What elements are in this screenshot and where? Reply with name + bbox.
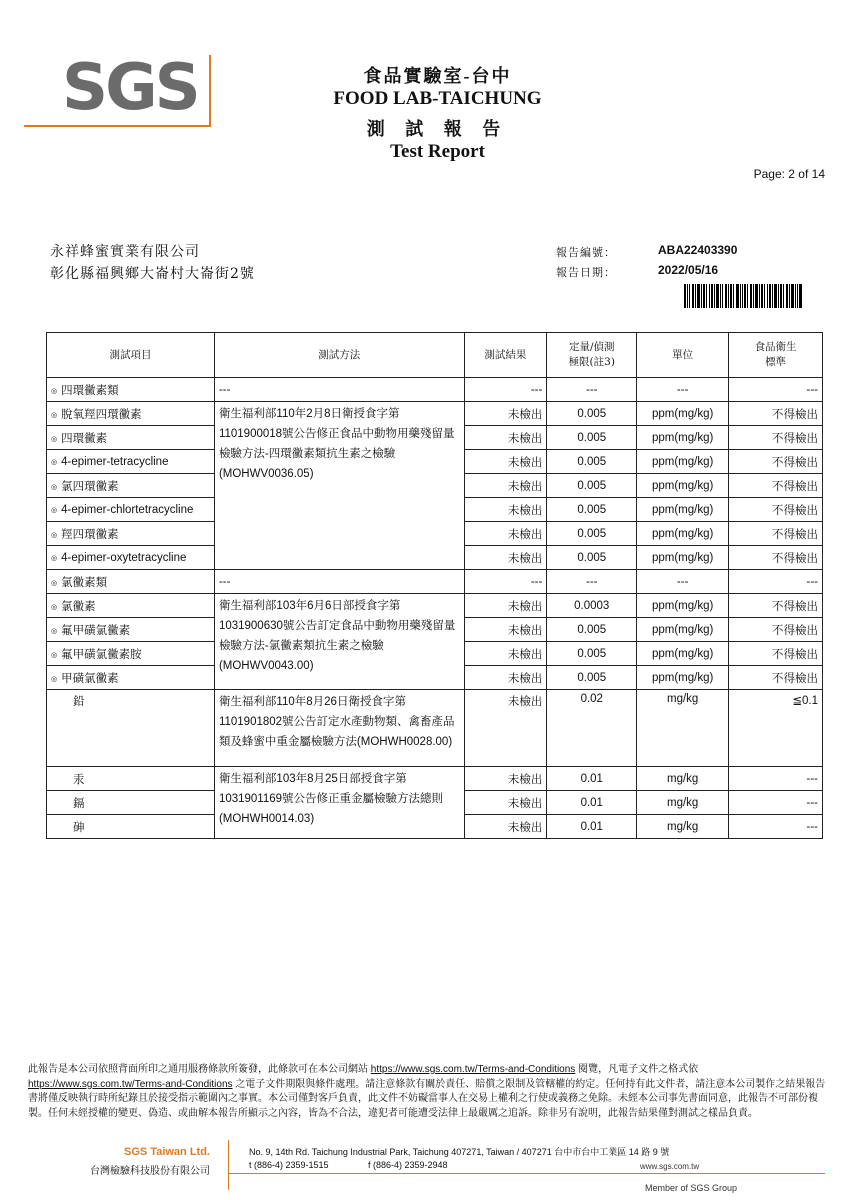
bullet-icon: ◎ — [51, 675, 58, 683]
cell-result: 未檢出 — [464, 450, 547, 474]
cell-unit: ppm(mg/kg) — [637, 666, 729, 690]
bullet-icon: ◎ — [51, 506, 58, 514]
cell-loq: 0.01 — [547, 815, 637, 839]
header-item: 測試項目 — [47, 333, 215, 378]
cell-item — [47, 426, 215, 450]
cell-item-text: 羥四環黴素 — [61, 528, 119, 541]
cell-item — [47, 594, 215, 618]
cell-item — [47, 546, 215, 570]
cell-standard: 不得檢出 — [729, 618, 823, 642]
cell-standard: --- — [729, 791, 823, 815]
cell-unit: ppm(mg/kg) — [637, 426, 729, 450]
cell-unit: mg/kg — [637, 690, 729, 767]
header-result: 測試結果 — [464, 333, 547, 378]
bullet-icon: ◎ — [51, 387, 58, 395]
cell-item-text: 脫氧羥四環黴素 — [61, 408, 142, 421]
footer-divider-horizontal — [228, 1173, 825, 1174]
cell-standard: 不得檢出 — [729, 522, 823, 546]
cell-unit: ppm(mg/kg) — [637, 498, 729, 522]
footer-company-en: SGS Taiwan Ltd. — [124, 1146, 210, 1158]
footer-company-zh: 台灣檢驗科技股份有限公司 — [90, 1166, 210, 1177]
cell-method: --- — [214, 570, 464, 594]
cell-result: 未檢出 — [464, 666, 547, 690]
cell-standard: 不得檢出 — [729, 666, 823, 690]
cell-result: 未檢出 — [464, 522, 547, 546]
cell-standard: --- — [729, 767, 823, 791]
cell-loq: 0.005 — [547, 618, 637, 642]
footer-tel: t (886-4) 2359-1515 — [249, 1160, 329, 1170]
cell-unit: ppm(mg/kg) — [637, 522, 729, 546]
client-name: 永祥蜂蜜實業有限公司 — [50, 244, 200, 260]
cell-loq: 0.005 — [547, 522, 637, 546]
cell-item — [47, 767, 215, 791]
cell-item-text: 氟甲磺氯黴素 — [61, 624, 131, 637]
table-row — [47, 594, 823, 618]
cell-item-text: 鎘 — [73, 797, 85, 810]
cell-unit: ppm(mg/kg) — [637, 594, 729, 618]
footer-website: www.sgs.com.tw — [640, 1162, 700, 1171]
lab-name-zh: 食品實驗室-台中 — [363, 66, 512, 86]
logo-vertical-line — [209, 55, 211, 127]
cell-item — [47, 666, 215, 690]
bullet-icon: ◎ — [51, 458, 58, 466]
cell-standard: 不得檢出 — [729, 594, 823, 618]
cell-item — [47, 402, 215, 426]
bullet-icon: ◎ — [51, 651, 58, 659]
cell-item-text: 4-epimer-chlortetracycline — [61, 503, 194, 516]
cell-result: 未檢出 — [464, 767, 547, 791]
cell-result: 未檢出 — [464, 791, 547, 815]
cell-method: --- — [214, 378, 464, 402]
cell-unit: ppm(mg/kg) — [637, 474, 729, 498]
cell-result: 未檢出 — [464, 546, 547, 570]
cell-loq: 0.005 — [547, 474, 637, 498]
cell-standard: --- — [729, 815, 823, 839]
footer-divider-vertical — [228, 1140, 229, 1190]
cell-item-text: 氯黴素類 — [61, 576, 108, 589]
cell-item — [47, 522, 215, 546]
table-row — [47, 767, 823, 791]
footer-address: No. 9, 14th Rd. Taichung Industrial Park, Taichung 407271, Taiwan / 407271 台中市台中工業區 14 路 9 號 — [249, 1147, 670, 1157]
cell-unit: --- — [637, 570, 729, 594]
cell-standard: 不得檢出 — [729, 426, 823, 450]
report-title-zh: 測 試 報 告 — [366, 119, 509, 139]
cell-result: --- — [464, 378, 547, 402]
cell-standard: --- — [729, 378, 823, 402]
table-row — [47, 690, 823, 767]
bullet-icon: ◎ — [51, 554, 58, 562]
disclaimer-part2: 閱覽，凡電子文件之格式依 — [578, 1064, 699, 1075]
cell-result: 未檢出 — [464, 690, 547, 767]
header-loq-line1: 定量/偵測 — [568, 341, 615, 353]
header-unit: 單位 — [637, 333, 729, 378]
report-no-value: ABA22403390 — [658, 243, 738, 257]
cell-result: 未檢出 — [464, 498, 547, 522]
cell-item — [47, 815, 215, 839]
cell-item-text: 鉛 — [73, 696, 85, 708]
cell-result: --- — [464, 570, 547, 594]
cell-standard: 不得檢出 — [729, 642, 823, 666]
footer-fax: f (886-4) 2359-2948 — [368, 1160, 448, 1170]
header-loq-line2: 極限(註3) — [568, 356, 615, 368]
cell-loq: 0.005 — [547, 450, 637, 474]
cell-item-text: 砷 — [73, 821, 85, 834]
cell-unit: ppm(mg/kg) — [637, 402, 729, 426]
cell-result: 未檢出 — [464, 618, 547, 642]
cell-standard: ≦0.1 — [729, 690, 823, 767]
cell-standard: 不得檢出 — [729, 474, 823, 498]
cell-item — [47, 791, 215, 815]
bullet-icon: ◎ — [51, 603, 58, 611]
lab-name-en: FOOD LAB-TAICHUNG — [333, 88, 542, 109]
logo-underline — [24, 125, 210, 127]
cell-item-text: 4-epimer-oxytetracycline — [61, 551, 187, 564]
cell-result: 未檢出 — [464, 815, 547, 839]
bullet-icon: ◎ — [51, 579, 58, 587]
terms-link[interactable]: https://www.sgs.com.tw/Terms-and-Conditions — [370, 1064, 576, 1075]
report-date-value: 2022/05/16 — [658, 263, 719, 277]
header-method: 測試方法 — [214, 333, 464, 378]
cell-item-text: 氯黴素 — [61, 600, 96, 613]
cell-item-text: 四環黴素類 — [61, 384, 119, 397]
cell-unit: ppm(mg/kg) — [637, 450, 729, 474]
bullet-icon: ◎ — [51, 411, 58, 419]
client-address: 彰化縣福興鄉大崙村大崙街2號 — [50, 266, 255, 282]
page-number: Page: 2 of 14 — [753, 167, 825, 181]
cell-loq: 0.005 — [547, 498, 637, 522]
bullet-icon: ◎ — [51, 531, 58, 539]
cell-standard: 不得檢出 — [729, 498, 823, 522]
cell-result: 未檢出 — [464, 594, 547, 618]
cell-item-text: 4-epimer-tetracycline — [61, 455, 169, 468]
report-title-en: Test Report — [390, 141, 485, 162]
cell-loq: 0.005 — [547, 402, 637, 426]
cell-item — [47, 570, 215, 594]
cell-standard: 不得檢出 — [729, 402, 823, 426]
disclaimer — [28, 1063, 828, 1121]
cell-loq: 0.0003 — [547, 594, 637, 618]
cell-item-text: 甲磺氯黴素 — [61, 672, 119, 685]
cell-result: 未檢出 — [464, 474, 547, 498]
cell-result: 未檢出 — [464, 426, 547, 450]
cell-method: 衛生福利部110年2月8日衛授食字第1101900018號公告修正食品中動物用藥殘留量檢驗方法-四環黴素類抗生素之檢驗(MOHWV0036.05) — [214, 402, 464, 570]
cell-item-text: 氟甲磺氯黴素胺 — [61, 648, 142, 661]
cell-item — [47, 450, 215, 474]
cell-loq: 0.005 — [547, 546, 637, 570]
cell-loq: --- — [547, 378, 637, 402]
cell-loq: 0.005 — [547, 642, 637, 666]
cell-method: 衛生福利部110年8月26日衛授食字第1101901802號公告訂定水產動物類、禽畜產品類及蜂蜜中重金屬檢驗方法(MOHWH0028.00) — [214, 690, 464, 767]
cell-unit: mg/kg — [637, 791, 729, 815]
bullet-icon: ◎ — [51, 435, 58, 443]
cell-standard: 不得檢出 — [729, 546, 823, 570]
cell-item — [47, 474, 215, 498]
cell-item — [47, 498, 215, 522]
bullet-icon: ◎ — [51, 483, 58, 491]
terms-link-2[interactable]: https://www.sgs.com.tw/Terms-and-Conditions — [28, 1078, 233, 1090]
barcode — [684, 284, 802, 308]
cell-unit: mg/kg — [637, 767, 729, 791]
bullet-icon: ◎ — [51, 627, 58, 635]
header-standard — [729, 333, 823, 378]
cell-loq: 0.005 — [547, 666, 637, 690]
cell-item-text: 氯四環黴素 — [61, 480, 119, 493]
disclaimer-part1: 此報告是本公司依照背面所印之通用服務條款所簽發，此條款可在本公司網站 — [28, 1064, 368, 1075]
cell-unit: ppm(mg/kg) — [637, 642, 729, 666]
disclaimer-part3: 之電子文件期限與條件處理。請注意條款有關於責任、賠償之限制及管轄權的約定。任何持有此文件者，請注意本公司製作之結果報告書將僅反映執行時所紀錄且於接受指示範圍內之事實。本公司僅對客戶負責，此文件不妨礙當事人在交易上權利之行使或義務之免除。未經本公司事先書面同意，此報告不可部份複製。任何未經授權的變更、偽造、或曲解本報告所顯示之內容，皆為不合法，違犯者可能遭受法律上最嚴厲之追訴。除非另有說明，此報告結果僅對測試之樣品負責。 — [28, 1078, 826, 1119]
cell-result: 未檢出 — [464, 642, 547, 666]
cell-result: 未檢出 — [464, 402, 547, 426]
cell-method: 衛生福利部103年6月6日部授食字第1031900630號公告訂定食品中動物用藥殘留量檢驗方法-氯黴素類抗生素之檢驗(MOHWV0043.00) — [214, 594, 464, 690]
cell-unit: ppm(mg/kg) — [637, 618, 729, 642]
footer-member: Member of SGS Group — [645, 1183, 738, 1193]
cell-unit: --- — [637, 378, 729, 402]
cell-unit: mg/kg — [637, 815, 729, 839]
cell-loq: 0.01 — [547, 767, 637, 791]
cell-item-text: 四環黴素 — [61, 432, 108, 445]
cell-item — [47, 642, 215, 666]
cell-item — [47, 378, 215, 402]
header-std-line1: 食品衛生 — [754, 341, 797, 353]
cell-loq: 0.01 — [547, 791, 637, 815]
header-loq — [547, 333, 637, 378]
results-table — [46, 332, 823, 839]
cell-loq: 0.005 — [547, 426, 637, 450]
report-date-label: 報告日期： — [556, 266, 616, 279]
logo-text: SGS — [62, 51, 198, 125]
cell-loq: --- — [547, 570, 637, 594]
cell-method: 衛生福利部103年8月25日部授食字第1031901169號公告修正重金屬檢驗方法總則(MOHWH0014.03) — [214, 767, 464, 839]
table-row — [47, 378, 823, 402]
header-std-line2: 標準 — [765, 356, 787, 368]
cell-loq: 0.02 — [547, 690, 637, 767]
cell-unit: ppm(mg/kg) — [637, 546, 729, 570]
table-row — [47, 570, 823, 594]
cell-item — [47, 618, 215, 642]
cell-standard: --- — [729, 570, 823, 594]
sgs-logo — [24, 51, 214, 133]
cell-item-text: 汞 — [73, 773, 85, 786]
report-no-label: 報告編號： — [556, 246, 616, 259]
table-row — [47, 402, 823, 426]
table-header-row — [47, 333, 823, 378]
cell-item — [47, 690, 215, 767]
cell-standard: 不得檢出 — [729, 450, 823, 474]
